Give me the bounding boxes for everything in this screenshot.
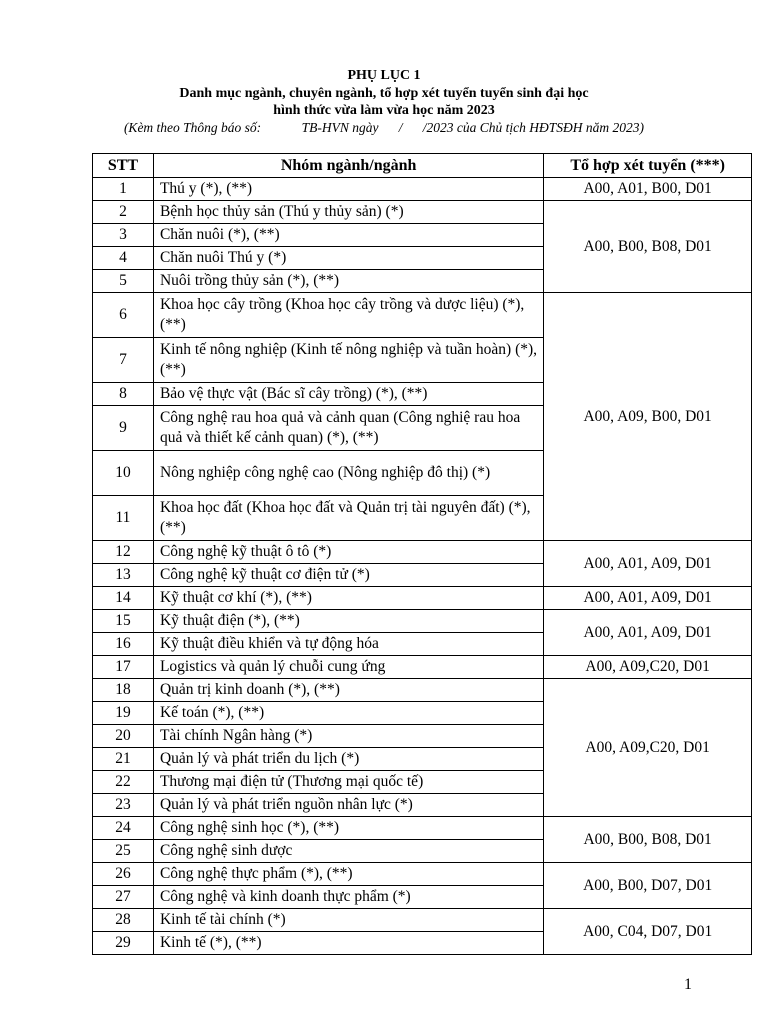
row-stt: 12	[93, 541, 154, 564]
row-major: Kinh tế (*), (**)	[153, 932, 543, 955]
row-combo: A00, A01, A09, D01	[544, 541, 752, 587]
header-major: Nhóm ngành/ngành	[153, 154, 543, 178]
row-combo: A00, A09,C20, D01	[544, 656, 752, 679]
row-major: Bảo vệ thực vật (Bác sĩ cây trồng) (*), (**)	[153, 383, 543, 406]
row-combo: A00, A01, A09, D01	[544, 587, 752, 610]
row-stt: 11	[93, 496, 154, 541]
header-combo: Tổ hợp xét tuyển (***)	[544, 154, 752, 178]
row-major: Tài chính Ngân hàng (*)	[153, 725, 543, 748]
row-major: Thương mại điện tử (Thương mại quốc tế)	[153, 771, 543, 794]
row-major: Thú y (*), (**)	[153, 178, 543, 201]
row-major: Nuôi trồng thủy sản (*), (**)	[153, 270, 543, 293]
row-combo: A00, C04, D07, D01	[544, 909, 752, 955]
row-stt: 21	[93, 748, 154, 771]
row-major: Công nghệ kỹ thuật ô tô (*)	[153, 541, 543, 564]
row-stt: 24	[93, 817, 154, 840]
row-stt: 26	[93, 863, 154, 886]
table-header-row	[93, 154, 752, 178]
row-stt: 25	[93, 840, 154, 863]
row-major: Quản trị kinh doanh (*), (**)	[153, 679, 543, 702]
majors-table	[92, 153, 752, 955]
row-stt: 19	[93, 702, 154, 725]
row-stt: 2	[93, 201, 154, 224]
row-major: Kinh tế tài chính (*)	[153, 909, 543, 932]
table-row	[93, 178, 752, 201]
row-stt: 15	[93, 610, 154, 633]
row-major: Công nghệ kỹ thuật cơ điện tử (*)	[153, 564, 543, 587]
row-stt: 9	[93, 406, 154, 451]
row-major: Logistics và quản lý chuỗi cung ứng	[153, 656, 543, 679]
row-stt: 7	[93, 338, 154, 383]
row-stt: 28	[93, 909, 154, 932]
row-major: Quản lý và phát triển nguồn nhân lực (*)	[153, 794, 543, 817]
reference-note: (Kèm theo Thông báo số: TB-HVN ngày / /2023 của Chủ tịch HĐTSĐH năm 2023)	[123, 120, 645, 135]
table-row	[93, 201, 752, 224]
table-row	[93, 863, 752, 886]
row-major: Kinh tế nông nghiệp (Kinh tế nông nghiệp và tuần hoàn) (*), (**)	[153, 338, 543, 383]
row-major: Quản lý và phát triển du lịch (*)	[153, 748, 543, 771]
row-stt: 13	[93, 564, 154, 587]
document-title: Danh mục ngành, chuyên ngành, tổ hợp xét tuyển tuyển sinh đại học	[179, 86, 589, 101]
row-major: Công nghệ và kinh doanh thực phẩm (*)	[153, 886, 543, 909]
row-stt: 27	[93, 886, 154, 909]
row-major: Khoa học cây trồng (Khoa học cây trồng và dược liệu) (*), (**)	[153, 293, 543, 338]
row-stt: 17	[93, 656, 154, 679]
row-stt: 29	[93, 932, 154, 955]
page-number: 1	[684, 976, 692, 993]
row-combo: A00, A01, A09, D01	[544, 610, 752, 656]
row-stt: 18	[93, 679, 154, 702]
row-major: Kỹ thuật cơ khí (*), (**)	[153, 587, 543, 610]
row-major: Kỹ thuật điều khiển và tự động hóa	[153, 633, 543, 656]
row-major: Nông nghiệp công nghệ cao (Nông nghiệp đô thị) (*)	[153, 451, 543, 496]
row-major: Công nghệ rau hoa quả và cảnh quan (Công nghiệ rau hoa quả và thiết kế cảnh quan) (*), (**)	[153, 406, 543, 451]
row-combo: A00, B00, D07, D01	[544, 863, 752, 909]
header-stt: STT	[93, 154, 154, 178]
row-major: Bệnh học thủy sản (Thú y thủy sản) (*)	[153, 201, 543, 224]
row-stt: 8	[93, 383, 154, 406]
row-major: Công nghệ sinh học (*), (**)	[153, 817, 543, 840]
row-major: Chăn nuôi Thú y (*)	[153, 247, 543, 270]
row-combo: A00, A09,C20, D01	[544, 679, 752, 817]
appendix-title: PHỤ LỤC 1	[347, 68, 421, 83]
table-row	[93, 293, 752, 338]
row-combo: A00, B00, B08, D01	[544, 201, 752, 293]
row-stt: 14	[93, 587, 154, 610]
row-stt: 20	[93, 725, 154, 748]
row-combo: A00, A01, B00, D01	[544, 178, 752, 201]
row-major: Kỹ thuật điện (*), (**)	[153, 610, 543, 633]
table-row	[93, 587, 752, 610]
row-stt: 6	[93, 293, 154, 338]
row-stt: 4	[93, 247, 154, 270]
row-major: Kế toán (*), (**)	[153, 702, 543, 725]
table-row	[93, 909, 752, 932]
row-major: Chăn nuôi (*), (**)	[153, 224, 543, 247]
table-row	[93, 679, 752, 702]
table-row	[93, 817, 752, 840]
table-row	[93, 610, 752, 633]
row-combo: A00, A09, B00, D01	[544, 293, 752, 541]
document-subtitle: hình thức vừa làm vừa học năm 2023	[273, 103, 495, 118]
table-row	[93, 541, 752, 564]
row-combo: A00, B00, B08, D01	[544, 817, 752, 863]
row-stt: 22	[93, 771, 154, 794]
row-stt: 16	[93, 633, 154, 656]
row-major: Công nghệ thực phẩm (*), (**)	[153, 863, 543, 886]
row-major: Khoa học đất (Khoa học đất và Quản trị tài nguyên đất) (*), (**)	[153, 496, 543, 541]
row-stt: 10	[93, 451, 154, 496]
row-stt: 5	[93, 270, 154, 293]
table-row	[93, 656, 752, 679]
row-stt: 1	[93, 178, 154, 201]
row-stt: 23	[93, 794, 154, 817]
row-major: Công nghệ sinh dược	[153, 840, 543, 863]
row-stt: 3	[93, 224, 154, 247]
